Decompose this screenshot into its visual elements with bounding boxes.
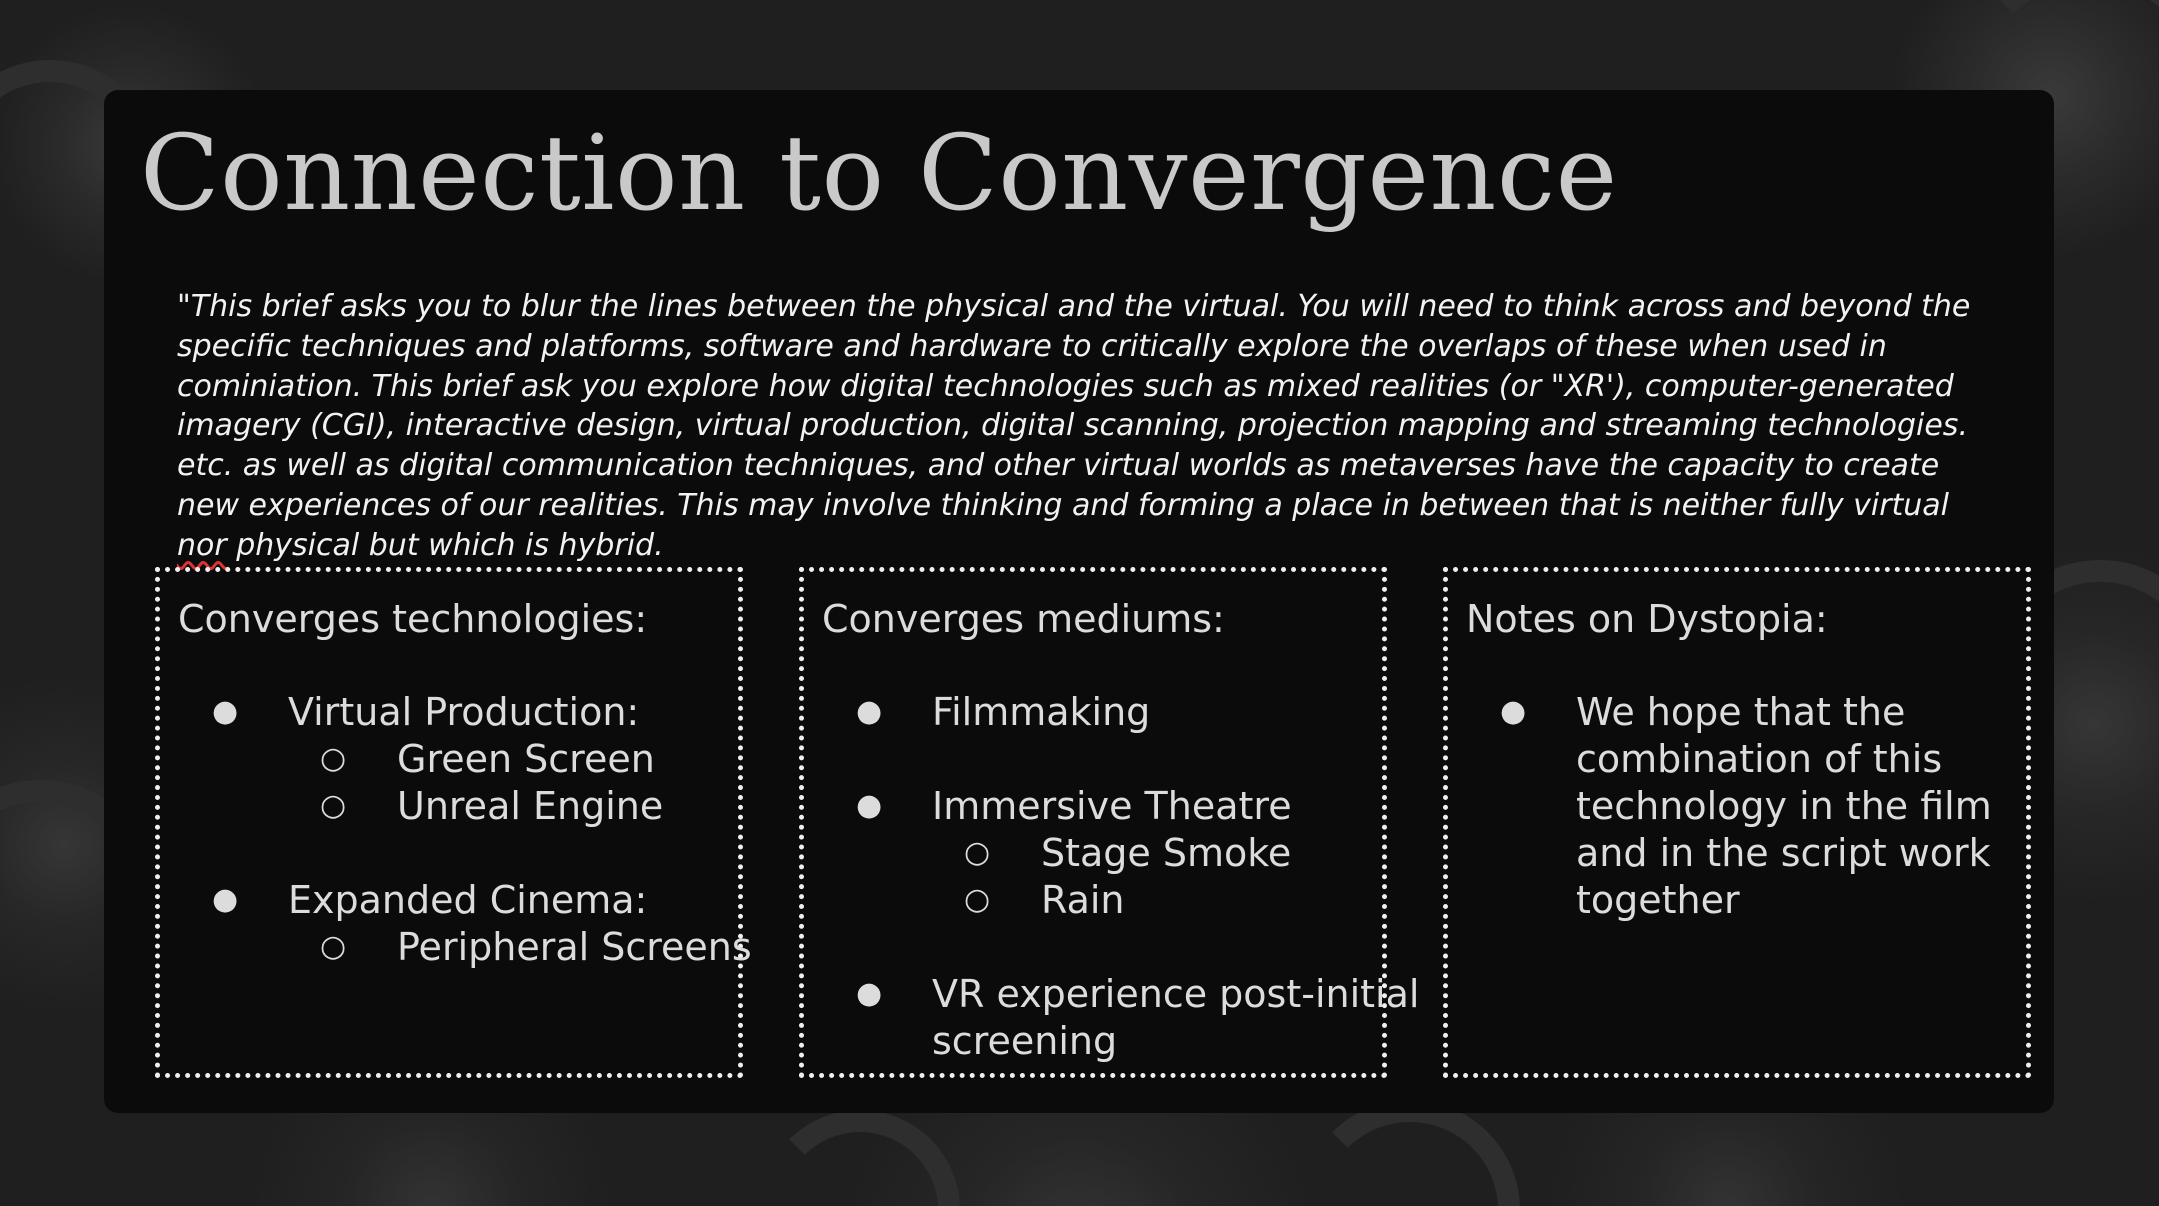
note-line: and in the script work — [1576, 831, 1991, 875]
list-subitem: Peripheral Screens — [397, 925, 752, 969]
hollow-bullet-icon: ○ — [320, 788, 347, 823]
note-line: We hope that the — [1576, 690, 1906, 734]
slide-title: Connection to Convergence — [140, 112, 1618, 234]
brief-quote — [177, 287, 1997, 566]
technologies-box — [155, 567, 752, 1078]
filled-bullet-icon: ● — [856, 694, 883, 729]
dystopia-box-title: Notes on Dystopia: — [1466, 597, 1828, 641]
list-subitem: Unreal Engine — [397, 784, 664, 828]
hollow-bullet-icon: ○ — [964, 835, 991, 870]
filled-bullet-icon: ● — [856, 788, 883, 823]
filled-bullet-icon: ● — [856, 976, 883, 1011]
list-subitem: Rain — [1041, 878, 1125, 922]
filled-bullet-icon: ● — [212, 882, 239, 917]
dystopia-box — [1443, 567, 2031, 1078]
note-line: together — [1576, 878, 1740, 922]
filled-bullet-icon: ● — [1500, 694, 1527, 729]
background-swirl — [1300, 1100, 1520, 1206]
hollow-bullet-icon: ○ — [964, 882, 991, 917]
list-item: Immersive Theatre — [932, 784, 1292, 828]
background-swirl — [760, 1110, 960, 1206]
list-item: Expanded Cinema: — [288, 878, 648, 922]
list-item-continuation: screening — [932, 1019, 1118, 1063]
spellcheck-flagged-word: nor — [177, 527, 227, 563]
brief-quote-text: "This brief asks you to blur the lines between the physical and the virtual. You will need to think across and beyond the specific techniques and platforms, software and hardware to critically explore the overlaps of these when used in cominiation. This brief ask you explore how digital technologies such as mixed realities (or "XR'), computer-generated imagery (CGI), interactive design, virtual production, digital scanning, projection mapping and streaming technologies. etc. as well as digital communication techniques, and other virtual worlds as metaverses have the capacity to create new experiences of our realities. This may involve thinking and forming a place in between that is neither fully virtual — [177, 289, 1971, 523]
list-subitem: Stage Smoke — [1041, 831, 1292, 875]
hollow-bullet-icon: ○ — [320, 929, 347, 964]
filled-bullet-icon: ● — [212, 694, 239, 729]
mediums-box-title: Converges mediums: — [822, 597, 1225, 641]
note-line: combination of this — [1576, 737, 1943, 781]
list-item: Filmmaking — [932, 690, 1151, 734]
list-item: VR experience post-initial — [932, 972, 1420, 1016]
list-item: Virtual Production: — [288, 690, 640, 734]
hollow-bullet-icon: ○ — [320, 741, 347, 776]
technologies-box-title: Converges technologies: — [178, 597, 648, 641]
list-subitem: Green Screen — [397, 737, 655, 781]
mediums-box — [799, 567, 1420, 1078]
note-line: technology in the film — [1576, 784, 1992, 828]
brief-quote-text-end: physical but which is hybrid. — [226, 527, 664, 563]
